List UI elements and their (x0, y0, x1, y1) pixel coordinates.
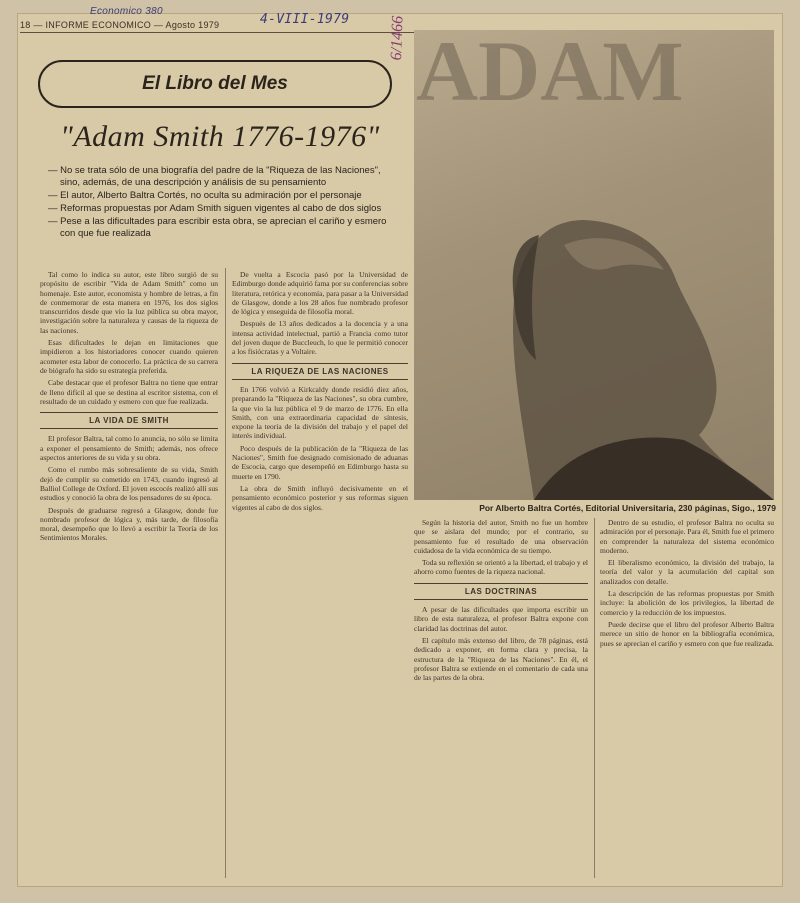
article-title: "Adam Smith 1776-1976" (60, 120, 380, 153)
paragraph: La descripción de las reformas propuestas por Smith incluye: la abolición de los privilegios, la libertad de comercio y la reducción de los impuestos. (600, 589, 774, 617)
paragraph: Como el rumbo más sobresaliente de su vida, Smith dejó de cumplir su cometido en 1743, cuando ingresó al Balliol College de Oxford. El joven escocés realizó allí sus estudios y conoció la obra de los pensadores de su época. (40, 465, 218, 503)
section-heading-vida: LA VIDA DE SMITH (40, 412, 218, 429)
paragraph: Cabe destacar que el profesor Baltra no tiene que entrar de lleno difícil al que se destina al escritor sistema, con el resultado de un cuidado y esmero con que fue realizada. (40, 378, 218, 406)
paragraph: Puede decirse que el libro del profesor Alberto Baltra merece un sitio de honor en la bibliografía económica, pues se aprecian el cariño y esmero con que fue realizada. (600, 619, 774, 648)
column-divider (225, 268, 226, 878)
paragraph: El profesor Baltra, tal como lo anuncia, no sólo se limita a exponer el pensamiento de Smith; además, nos ofrece aspectos anteriores de su vida y su obra. (40, 434, 218, 463)
paragraph: La obra de Smith influyó decisivamente en el pensamiento económico posterior y sus reformas siguen vigentes al cabo de dos siglos. (232, 483, 408, 512)
portrait-photo (414, 30, 774, 500)
paragraph: En 1766 volvió a Kirkcaldy donde residió diez años, preparando la "Riqueza de las Naciones", su obra cumbre, la que vio la luz pública el 9 de marzo de 1776. En ella Smith, con una extraordinaria capacidad de síntesis, expone la teoría de la división del trabajo y el papel del interés individual. (232, 384, 408, 441)
column-3 (414, 518, 588, 878)
paragraph: Dentro de su estudio, el profesor Baltra no oculta su admiración por el personaje. Para él, Smith fue el primero en comprender la naturaleza del sistema económico moderno. (600, 518, 774, 555)
summary-bullets (48, 165, 388, 241)
paragraph: Según la historia del autor, Smith no fue un hombre que se aislara del mundo; por el contrario, su pensamiento fue el resultado de una observación cuidadosa de la vida económica de su tiempo. (414, 518, 588, 555)
paragraph: Esas dificultades le dejan en limitaciones que impidieron a los historiadores conocer cuando quieren acometer esta labor de conocerlo. La práctica de su carrera de biógrafo ha sido su estrategia preferida. (40, 338, 218, 375)
date-stamp: 4-VIII-1979 (260, 12, 350, 27)
handwritten-note: Economico 380 (90, 6, 163, 17)
section-banner (38, 60, 392, 108)
column-2 (232, 270, 408, 878)
paragraph: El liberalismo económico, la división del trabajo, la teoría del valor y la acumulación del capital son analizados con detalle. (600, 558, 774, 586)
bullet-3: — Reformas propuestas por Adam Smith siguen vigentes al cabo de dos siglos (48, 203, 382, 214)
column-1 (40, 270, 218, 878)
paragraph: De vuelta a Escocia pasó por la Universidad de Edimburgo donde adquirió fama por su conferencias sobre literatura, retórica y economía, para pasar a la Universidad de Glasgow, donde a los 28 años fue nombrado profesor de lógica y enseguida de filosofía moral. (232, 270, 408, 317)
publication-line: 18 — INFORME ECONOMICO — Agosto 1979 (20, 20, 220, 30)
paragraph: El capítulo más extenso del libro, de 78 páginas, está dedicado a exponer, en forma clara y precisa, la estructura de la "Riqueza de las Naciones". En él, el profesor Baltra se extiende en el comentario de cada una de las partes de la obra. (414, 635, 588, 683)
adam-smith-portrait (414, 30, 774, 500)
bullet-4: — Pese a las dificultades para escribir esta obra, se aprecian el cariño y esmero con que fue realizada (48, 216, 387, 239)
bullet-2: — El autor, Alberto Baltra Cortés, no oculta su admiración por el personaje (48, 190, 362, 201)
photo-watermark: ADAM (416, 30, 684, 119)
column-4 (600, 518, 774, 878)
bullet-1: — No se trata sólo de una biografía del padre de la "Riqueza de las Naciones", sino, además, de una descripción y análisis de su pensamiento (48, 165, 381, 188)
paragraph: Tal como lo indica su autor, este libro surgió de su propósito de escribir "Vida de Adam Smith" como un homenaje. Este autor, economista y hombre de letras, a fin de conmemorar de esta manera en 1976, los dos siglos transcurridos desde que vio la luz pública su obra mayor, investigación sobre la naturaleza y causas de la riqueza de las naciones. (40, 270, 218, 335)
paragraph: Después de graduarse regresó a Glasgow, donde fue nombrado profesor de lógica y, más tarde, de filosofía moral, desempeño que lo llevó a escribir la Teoría de los Sentimientos Morales. (40, 505, 218, 543)
section-heading-riqueza: LA RIQUEZA DE LAS NACIONES (232, 363, 408, 380)
column-divider (594, 518, 595, 878)
paragraph: Toda su reflexión se orientó a la libertad, el trabajo y el ahorro como fuentes de la riqueza nacional. (414, 558, 588, 577)
photo-caption: Por Alberto Baltra Cortés, Editorial Universitaria, 230 páginas, Sigo., 1979 (479, 503, 776, 513)
paragraph: Poco después de la publicación de la "Riqueza de las Naciones", Smith fue designado comisionado de aduanas de Escocia, cargo que desempeñó en Edimburgo hasta su muerte en 1790. (232, 443, 408, 481)
paragraph: A pesar de las dificultades que importa escribir un libro de esta naturaleza, el profesor Baltra expone con claridad las doctrinas del autor. (414, 605, 588, 633)
side-handwritten-note: 6/1466 (388, 15, 407, 61)
banner-text: El Libro del Mes (142, 73, 288, 94)
paragraph: Después de 13 años dedicados a la docencia y a una intensa actividad intelectual, partió a Francia como tutor del joven duque de Buccleuch, lo que le permitió conocer a los fisiócratas y a Voltaire. (232, 319, 408, 357)
section-heading-doctrinas: LAS DOCTRINAS (414, 583, 588, 600)
